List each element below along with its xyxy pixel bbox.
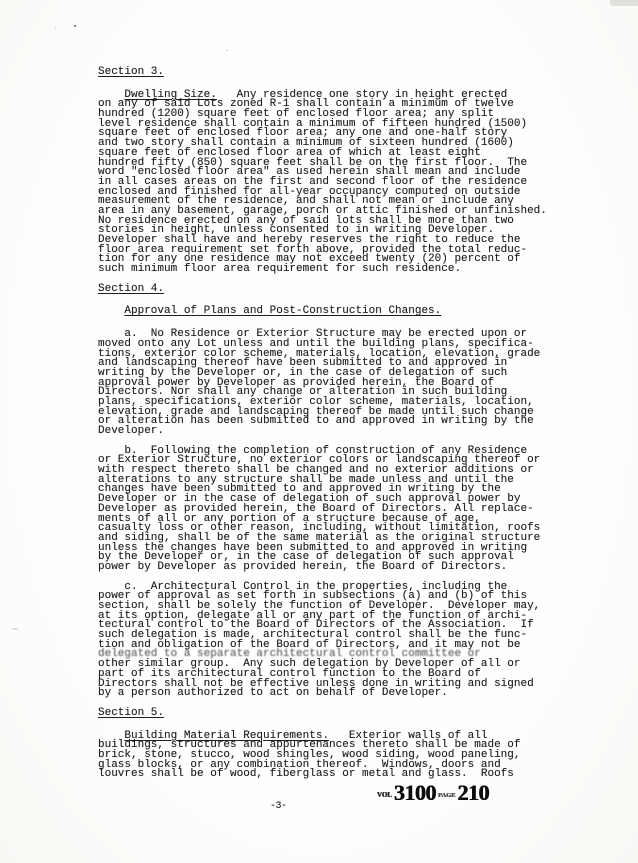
text-line: Directors shall not be effective unless done in writing and signed: [98, 677, 534, 690]
page-number: -3-: [270, 801, 287, 812]
stamp-vol-number: 3100: [394, 780, 437, 805]
text-line: tion for any one residence may not exceed twenty (20) percent of: [98, 253, 521, 266]
text-line: a. No Residence or Exterior Structure may be erected upon or: [98, 328, 528, 341]
text-line: power by Developer as provided herein, the Board of Directors.: [98, 560, 508, 573]
text-line: Section 3.: [98, 66, 165, 78]
text-line: part of its architectural control function to the Board of: [98, 667, 481, 680]
text-line: by the Developer or, in the case of delegation of such approval: [98, 551, 514, 564]
scan-speck: [226, 50, 228, 51]
text-line: Developer shall have and hereby reserves the right to reduce the: [98, 234, 521, 246]
text-line: with respect thereto shall be changed and no exterior additions or: [98, 464, 534, 477]
paragraph: [98, 729, 558, 781]
text-line: and siding, shall be of the same material as the original structure: [98, 531, 541, 544]
text-line: Developer or in the case of delegation of such approval power by: [98, 493, 521, 506]
document-text: [98, 68, 558, 790]
text-line: writing by the Developer or, in the case of delegation of such: [98, 366, 508, 379]
text-line: c. Architectural Control in the properties, including the: [98, 580, 508, 593]
text-line: alterations to any structure shall be made unless and until the: [98, 473, 514, 486]
text-line: Section 4.: [98, 282, 165, 295]
paragraph: [98, 330, 558, 437]
scan-speck: [55, 28, 56, 29]
text-line: unless the changes have been submitted to and approved in writing: [98, 541, 528, 554]
text-line: on any of said Lots zoned R-1 shall contain a minimum of twelve: [98, 98, 514, 111]
section-heading: [98, 68, 558, 78]
paragraph: [98, 444, 558, 573]
section-heading: [98, 706, 558, 719]
text-line: by a person authorized to act on behalf of Developer.: [98, 687, 448, 700]
text-line: Section 5.: [98, 706, 165, 719]
text-line: changes have been submitted to and approved in writing by the: [98, 483, 501, 496]
scan-smudge: [610, 0, 638, 6]
stamp-vol-label: VOL: [377, 791, 393, 799]
text-line: measurement of the residence, and shall not mean or include any: [98, 195, 514, 208]
text-line: glass blocks, or any combination thereof. Windows, doors and: [98, 758, 501, 771]
section-heading: [98, 307, 558, 317]
text-line: plans, specifications, exterior color scheme, materials, location,: [98, 395, 534, 408]
text-line: section, shall be solely the function of Developer. Developer may,: [98, 600, 541, 612]
text-line: casualty loss or other reason, including, without limitation, roofs: [98, 522, 541, 535]
stamp-page-label: PAGE: [438, 792, 456, 799]
text-line: Directors. Nor shall any change or alteration in such building: [98, 386, 508, 399]
text-line: ments of all or any portion of a structure because of age,: [98, 512, 481, 525]
text-line: buildings, structures and appurtenances thereto shall be made of: [98, 739, 521, 752]
paragraph: [98, 88, 558, 276]
text-line: such minimum floor area requirement for such residence.: [98, 263, 462, 276]
text-line: or alteration has been submitted to and approved in writing by the: [98, 415, 534, 428]
text-line: moved onto any Lot unless and until the building plans, specifica-: [98, 337, 534, 350]
text-line: stories in height, unless consented to in writing Developer.: [98, 224, 495, 237]
text-line: brick, stone, stucco, wood shingles, wood siding, wood paneling,: [98, 748, 521, 761]
text-line: approval power by Developer as provided herein, the Board of: [98, 376, 495, 389]
text-line: level residence shall contain a minimum of fifteen hundred (1500): [98, 117, 528, 130]
section-heading: [98, 282, 558, 295]
text-line: area in any basement, garage, porch or attic finished or unfinished.: [98, 204, 547, 217]
text-line: Dwelling Size. Any residence one story in height erected: [124, 88, 508, 101]
text-line: enclosed and finished for all-year occupancy computed on outside: [98, 185, 521, 198]
text-line: power of approval as set forth in subsections (a) and (b) of this: [98, 590, 528, 603]
text-line: tectural control to the Board of Directors of the Association. If: [98, 619, 534, 632]
text-line: No residence erected on any of said lots shall be more than two: [98, 214, 514, 227]
stamp-page-number: 210: [457, 780, 490, 805]
text-line: or Exterior Structure, no exterior colors or landscaping thereof or: [98, 454, 541, 467]
text-line: and two story shall contain a minimum of sixteen hundred (1600): [98, 137, 514, 150]
text-line: Building Material Requirements. Exterior walls of all: [124, 729, 488, 742]
text-line: such delegation is made, architectural control shall be the func-: [98, 629, 528, 642]
paragraph: [98, 580, 558, 700]
text-line: elevation, grade and landscaping thereof be made until such change: [98, 405, 534, 418]
text-line: in all cases areas on the first and second floor of the residence: [98, 175, 528, 188]
scan-speck: [74, 25, 76, 27]
text-line: at its option, delegate all or any part of the function of archi-: [98, 609, 528, 622]
text-line: hundred (1200) square feet of enclosed floor area; any split: [98, 108, 495, 121]
text-line: and landscaping thereof have been submitted to and approved in: [98, 357, 508, 370]
volume-page-stamp: [377, 780, 490, 805]
text-line: floor area requirement set forth above, provided the total reduc-: [98, 243, 528, 256]
text-line: tion and obligation of the Board of Directors, and it may not be: [98, 638, 521, 651]
text-line: Approval of Plans and Post-Construction Changes.: [124, 305, 442, 318]
text-line: Developer as provided herein, the Board of Directors. All replace-: [98, 502, 534, 515]
text-line: louvres shall be of wood, fiberglass or metal and glass. Roofs: [98, 768, 514, 781]
text-line: Developer.: [98, 425, 165, 437]
text-line: b. Following the completion of construction of any Residence: [98, 444, 528, 457]
text-line: tions, exterior color scheme, materials, location, elevation, grade: [98, 347, 541, 360]
text-line: other similar group. Any such delegation by Developer of all or: [98, 658, 521, 671]
text-line: delegated to a separate architectural control committee or: [98, 648, 481, 661]
text-line: square feet of enclosed floor area of which at least eight: [98, 146, 481, 159]
scan-speck: [12, 628, 18, 630]
text-line: word "enclosed floor area" as used herein shall mean and include: [98, 166, 521, 179]
text-line: hundred fifty (850) square feet shall be on the first floor. The: [98, 156, 528, 169]
text-line: square feet of enclosed floor area; any one and one-half story: [98, 127, 508, 140]
